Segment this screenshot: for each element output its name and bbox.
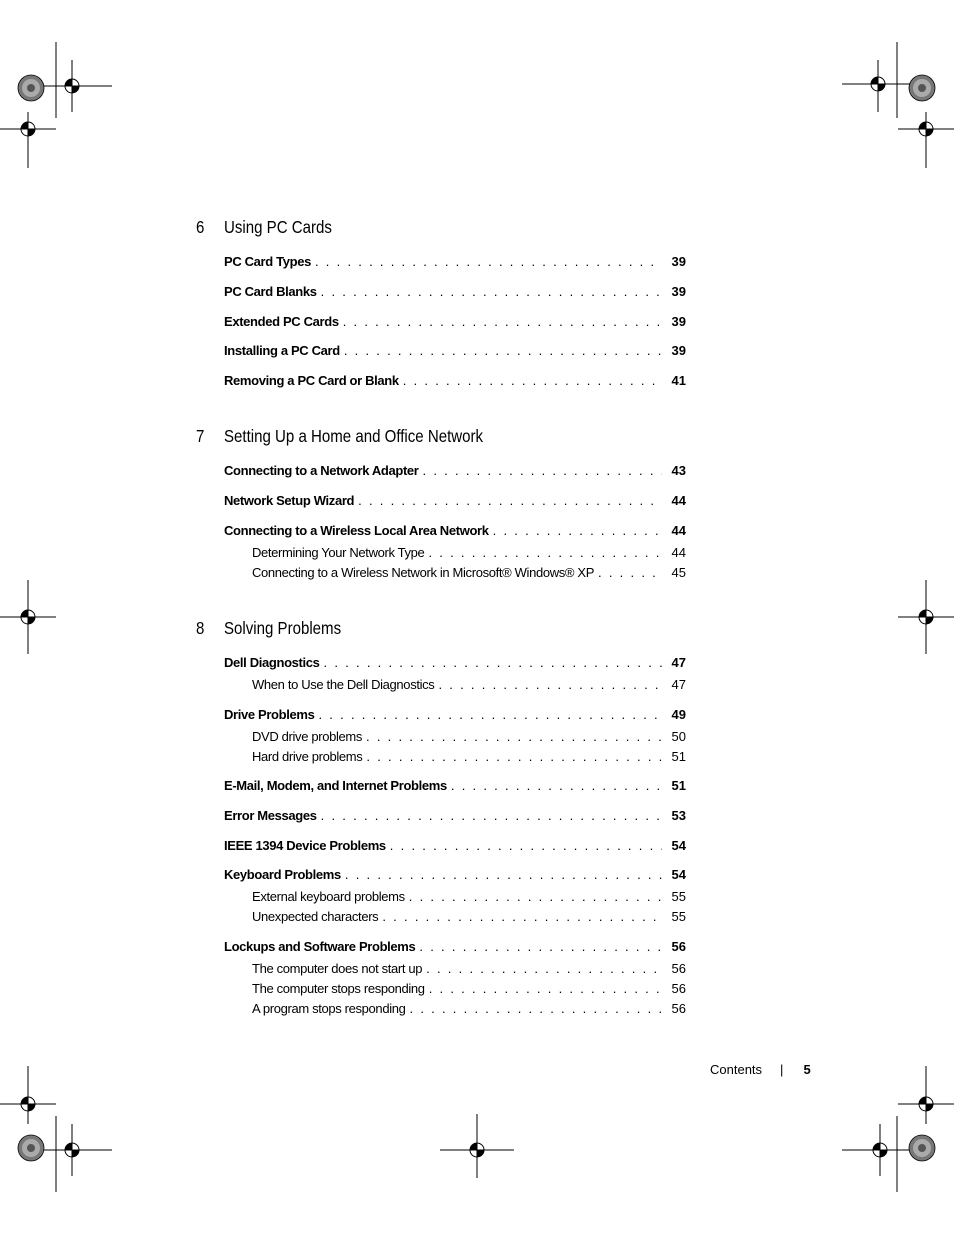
toc-entry-page: 56: [671, 1001, 686, 1016]
dot-leader: [321, 808, 662, 823]
toc-subentry[interactable]: [252, 749, 686, 767]
toc-entry-label: PC Card Types: [224, 254, 311, 269]
footer-section-name: Contents: [710, 1062, 763, 1077]
toc-entry-label: External keyboard problems: [252, 889, 405, 904]
toc-entry-page: 47: [671, 677, 686, 692]
toc-entry-label: Connecting to a Wireless Local Area Network: [224, 523, 489, 538]
toc-subentry[interactable]: [252, 565, 686, 583]
dot-leader: [409, 889, 662, 904]
dot-leader: [438, 677, 662, 692]
dot-leader: [451, 778, 662, 793]
toc-entry-label: Error Messages: [224, 808, 317, 823]
dot-leader: [366, 749, 662, 764]
toc-entry-page: 47: [671, 655, 686, 670]
toc-entry-label: The computer does not start up: [252, 961, 423, 976]
toc-entry-page: 55: [671, 909, 686, 924]
chapter-title: Using PC Cards: [224, 217, 332, 237]
toc-entry-page: 39: [671, 254, 686, 269]
toc-entry-label: DVD drive problems: [252, 729, 363, 744]
toc-entry-label: Removing a PC Card or Blank: [224, 373, 399, 388]
footer-separator: |: [780, 1062, 784, 1077]
toc-entry[interactable]: [224, 808, 686, 826]
toc-entry-label: Dell Diagnostics: [224, 655, 320, 670]
toc-entry-page: 56: [671, 981, 686, 996]
page-footer: [710, 1062, 811, 1077]
toc-entry[interactable]: [224, 707, 686, 725]
dot-leader: [324, 655, 662, 670]
toc-subentry[interactable]: [252, 981, 686, 999]
dot-leader: [345, 867, 662, 882]
toc-entry-label: Connecting to a Network Adapter: [224, 463, 419, 478]
dot-leader: [366, 729, 662, 744]
toc-entry-label: E-Mail, Modem, and Internet Problems: [224, 778, 447, 793]
toc-subentry[interactable]: [252, 545, 686, 563]
dot-leader: [429, 981, 662, 996]
dot-leader: [315, 254, 662, 269]
chapter-heading: [196, 618, 686, 642]
toc-entry[interactable]: [224, 867, 686, 885]
dot-leader: [321, 284, 662, 299]
toc-entry[interactable]: [224, 254, 686, 272]
toc-entry-page: 56: [671, 961, 686, 976]
toc-entry[interactable]: [224, 523, 686, 541]
toc-entry-label: IEEE 1394 Device Problems: [224, 838, 386, 853]
dot-leader: [358, 493, 662, 508]
chapter-7: [196, 426, 686, 580]
chapter-number: 8: [196, 618, 205, 638]
toc-entry-label: Network Setup Wizard: [224, 493, 355, 508]
chapter-heading: [196, 217, 686, 241]
chapter-title: Solving Problems: [224, 618, 342, 638]
toc-entry-label: The computer stops responding: [252, 981, 425, 996]
toc-entry-page: 41: [671, 373, 686, 388]
toc-entry-label: When to Use the Dell Diagnostics: [252, 677, 435, 692]
toc-entry-label: Lockups and Software Problems: [224, 939, 416, 954]
toc-subentry[interactable]: [252, 677, 686, 695]
toc-entry-page: 44: [671, 493, 686, 508]
toc-entry-page: 49: [671, 707, 686, 722]
toc-entry[interactable]: [224, 284, 686, 302]
chapter-number: 7: [196, 426, 205, 446]
toc-entry-page: 51: [671, 778, 686, 793]
toc-entry-page: 54: [671, 838, 686, 853]
toc-entry-page: 43: [671, 463, 686, 478]
toc-entry-page: 44: [671, 545, 686, 560]
chapter-number: 6: [196, 217, 205, 237]
toc-entry-page: 44: [671, 523, 686, 538]
chapter-6: [196, 217, 686, 388]
toc-entry-label: Keyboard Problems: [224, 867, 341, 882]
toc-entry-page: 51: [671, 749, 686, 764]
toc-entry-label: Drive Problems: [224, 707, 315, 722]
toc-entry[interactable]: [224, 463, 686, 481]
toc-entry-label: Hard drive problems: [252, 749, 363, 764]
toc-entry-page: 39: [671, 314, 686, 329]
dot-leader: [419, 939, 662, 954]
dot-leader: [493, 523, 662, 538]
toc-entry-label: PC Card Blanks: [224, 284, 317, 299]
dot-leader: [403, 373, 662, 388]
toc-entry[interactable]: [224, 778, 686, 796]
dot-leader: [410, 1001, 663, 1016]
toc-subentry[interactable]: [252, 961, 686, 979]
toc-subentry[interactable]: [252, 909, 686, 927]
dot-leader: [428, 545, 662, 560]
chapter-8: [196, 618, 686, 1016]
footer-page-number: 5: [803, 1062, 811, 1077]
dot-leader: [382, 909, 662, 924]
toc-entry-label: A program stops responding: [252, 1001, 406, 1016]
dot-leader: [423, 463, 662, 478]
chapter-heading: [196, 426, 686, 450]
dot-leader: [426, 961, 662, 976]
dot-leader: [390, 838, 662, 853]
toc-entry-page: 39: [671, 284, 686, 299]
toc-entry-label: Extended PC Cards: [224, 314, 339, 329]
toc-subentry[interactable]: [252, 1001, 686, 1019]
toc-entry-page: 55: [671, 889, 686, 904]
toc-entry-page: 53: [671, 808, 686, 823]
toc-entry[interactable]: [224, 314, 686, 332]
dot-leader: [343, 314, 662, 329]
toc-entry[interactable]: [224, 373, 686, 391]
toc-entry-page: 50: [671, 729, 686, 744]
toc-entry-label: Connecting to a Wireless Network in Microsoft® Windows® XP: [252, 565, 595, 580]
dot-leader: [344, 343, 662, 358]
toc-entry-page: 54: [671, 867, 686, 882]
toc-subentry[interactable]: [252, 889, 686, 907]
toc-entry-page: 39: [671, 343, 686, 358]
toc-entry-label: Unexpected characters: [252, 909, 379, 924]
dot-leader: [598, 565, 662, 580]
toc-entry[interactable]: [224, 343, 686, 361]
toc-entry[interactable]: [224, 493, 686, 511]
toc-entry-page: 45: [671, 565, 686, 580]
toc-entry[interactable]: [224, 838, 686, 856]
toc-entry[interactable]: [224, 655, 686, 673]
toc-entry[interactable]: [224, 939, 686, 957]
toc-entry-label: Installing a PC Card: [224, 343, 340, 358]
toc-subentry[interactable]: [252, 729, 686, 747]
toc-entry-label: Determining Your Network Type: [252, 545, 425, 560]
chapter-title: Setting Up a Home and Office Network: [224, 426, 484, 446]
toc-entry-page: 56: [671, 939, 686, 954]
dot-leader: [318, 707, 662, 722]
